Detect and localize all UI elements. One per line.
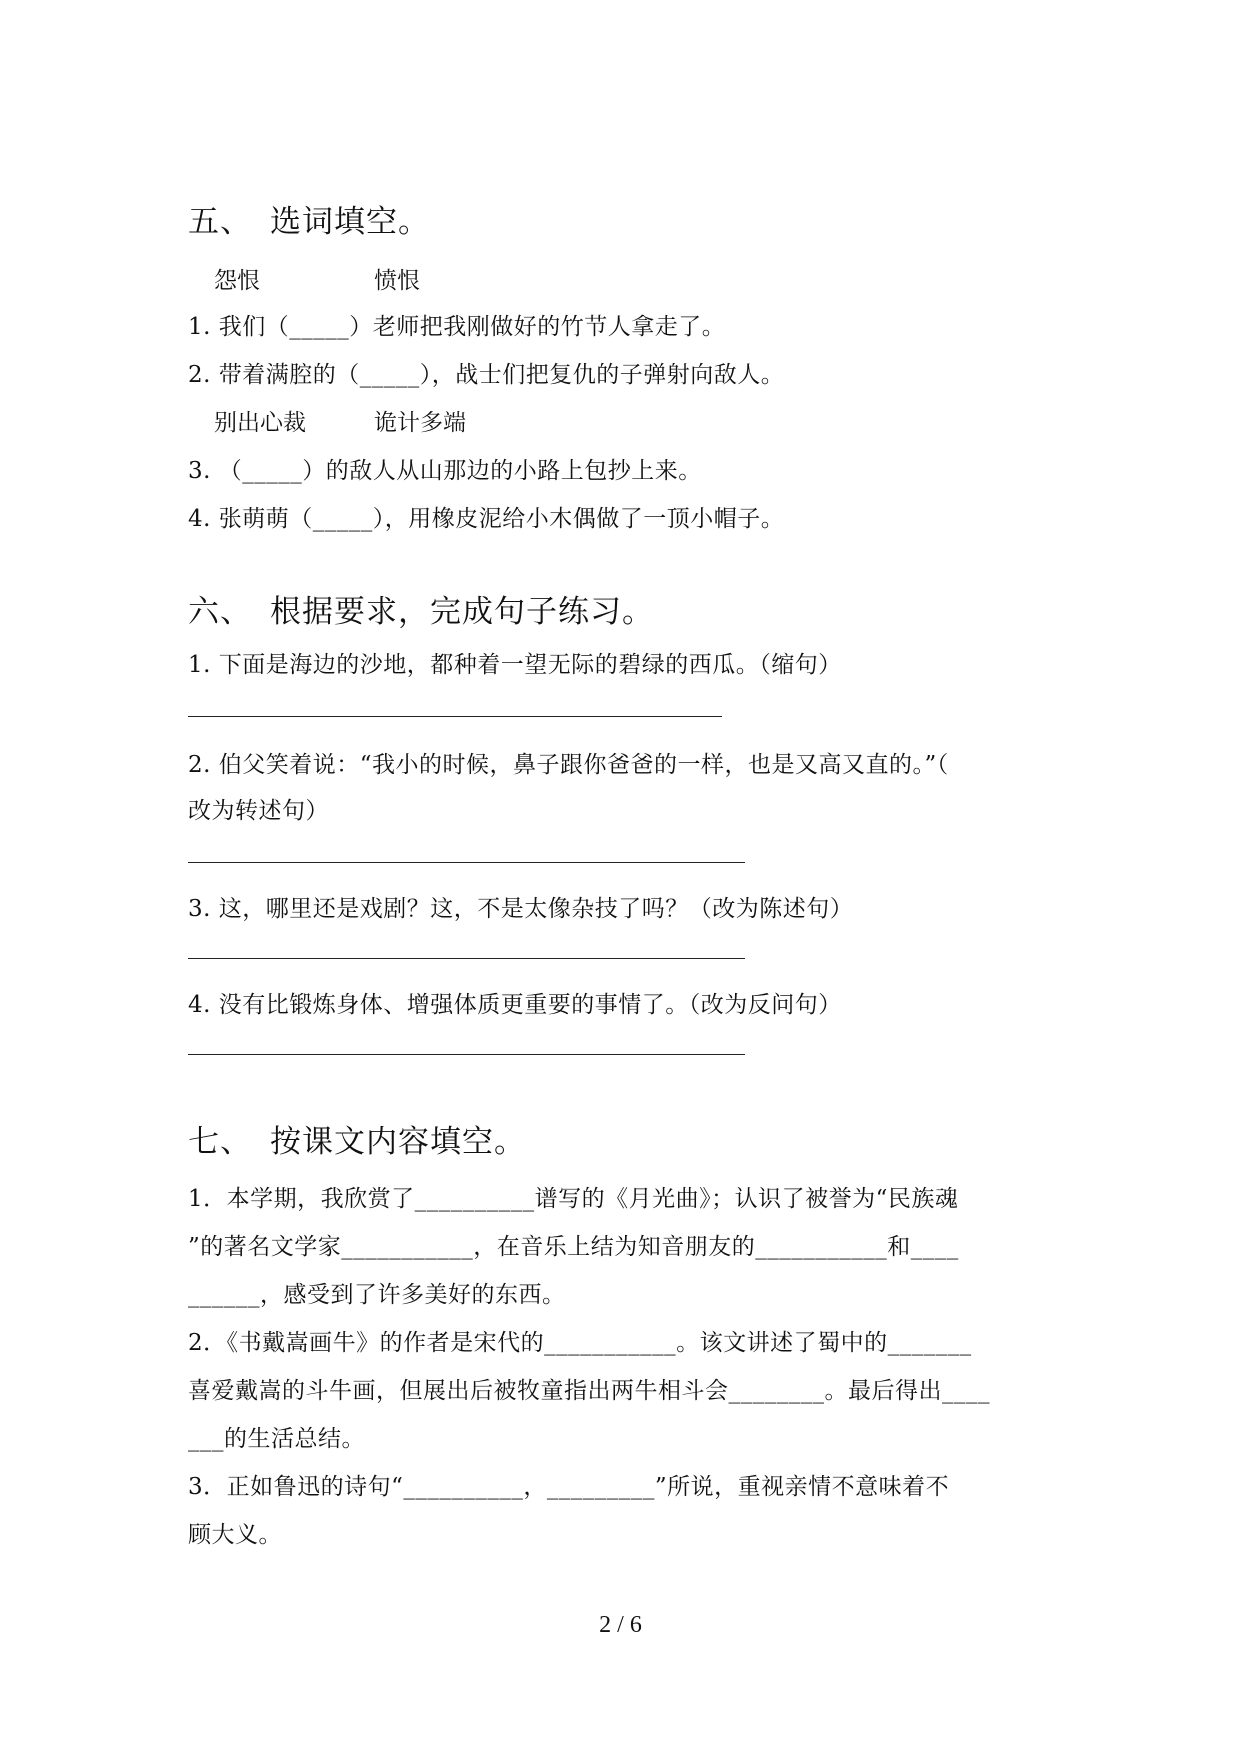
answer-line-3[interactable] <box>188 958 745 959</box>
section-5-number: 五、 <box>188 204 252 240</box>
section-5-title: 选词填空。 <box>270 204 430 240</box>
section-7-question-1-line-3: ______，感受到了许多美好的东西。 <box>188 1282 566 1308</box>
section-5-question-4: 4. 张萌萌（_____），用橡皮泥给小木偶做了一顶小帽子。 <box>188 506 785 532</box>
section-5-heading <box>188 196 430 241</box>
section-6-number: 六、 <box>188 594 252 630</box>
section-7-question-3-line-2: 顾大义。 <box>188 1522 282 1548</box>
section-5-question-1: 1. 我们（_____）老师把我刚做好的竹节人拿走了。 <box>188 314 726 340</box>
section-6-question-3: 3. 这，哪里还是戏剧？这，不是太像杂技了吗？（改为陈述句） <box>188 896 854 922</box>
section-6-question-2-line-2: 改为转述句） <box>188 798 329 824</box>
answer-line-2[interactable] <box>188 862 745 863</box>
page-number: 2 / 6 <box>599 1612 642 1638</box>
section-7-question-2-line-1: 2．《书戴嵩画牛》的作者是宋代的___________。该文讲述了蜀中的_______ <box>188 1330 972 1356</box>
word-choice-2b: 诡计多端 <box>374 410 466 436</box>
section-7-question-3-line-1: 3．正如鲁迅的诗句“__________，_________”所说，重视亲情不意味着不 <box>188 1474 950 1500</box>
section-7-question-2-line-3: ___的生活总结。 <box>188 1426 365 1452</box>
word-choice-2a: 别出心裁 <box>214 410 306 436</box>
answer-line-1[interactable] <box>188 716 722 717</box>
section-7-number: 七、 <box>188 1124 252 1160</box>
section-6-title: 根据要求，完成句子练习。 <box>270 594 654 630</box>
section-7-question-2-line-2: 喜爱戴嵩的斗牛画，但展出后被牧童指出两牛相斗会________。最后得出____ <box>188 1378 990 1404</box>
section-6-heading <box>188 586 654 631</box>
word-choice-1a: 怨恨 <box>214 268 260 294</box>
section-7-heading <box>188 1116 526 1161</box>
section-6-question-4: 4. 没有比锻炼身体、增强体质更重要的事情了。（改为反问句） <box>188 992 842 1018</box>
section-7-question-1-line-2: ”的著名文学家___________，在音乐上结为知音朋友的___________和____ <box>188 1234 959 1260</box>
section-5-question-2: 2. 带着满腔的（_____），战士们把复仇的子弹射向敌人。 <box>188 362 785 388</box>
section-7-question-1-line-1: 1．本学期，我欣赏了__________谱写的《月光曲》；认识了被誉为“民族魂 <box>188 1186 959 1212</box>
section-6-question-2-line-1: 2. 伯父笑着说：“我小的时候，鼻子跟你爸爸的一样，也是又高又直的。”（ <box>188 752 949 778</box>
word-choice-1b: 愤恨 <box>374 268 420 294</box>
section-5-question-3: 3. （_____）的敌人从山那边的小路上包抄上来。 <box>188 458 702 484</box>
section-6-question-1: 1. 下面是海边的沙地，都种着一望无际的碧绿的西瓜。（缩句） <box>188 652 842 678</box>
section-7-title: 按课文内容填空。 <box>270 1124 526 1160</box>
answer-line-4[interactable] <box>188 1054 745 1055</box>
